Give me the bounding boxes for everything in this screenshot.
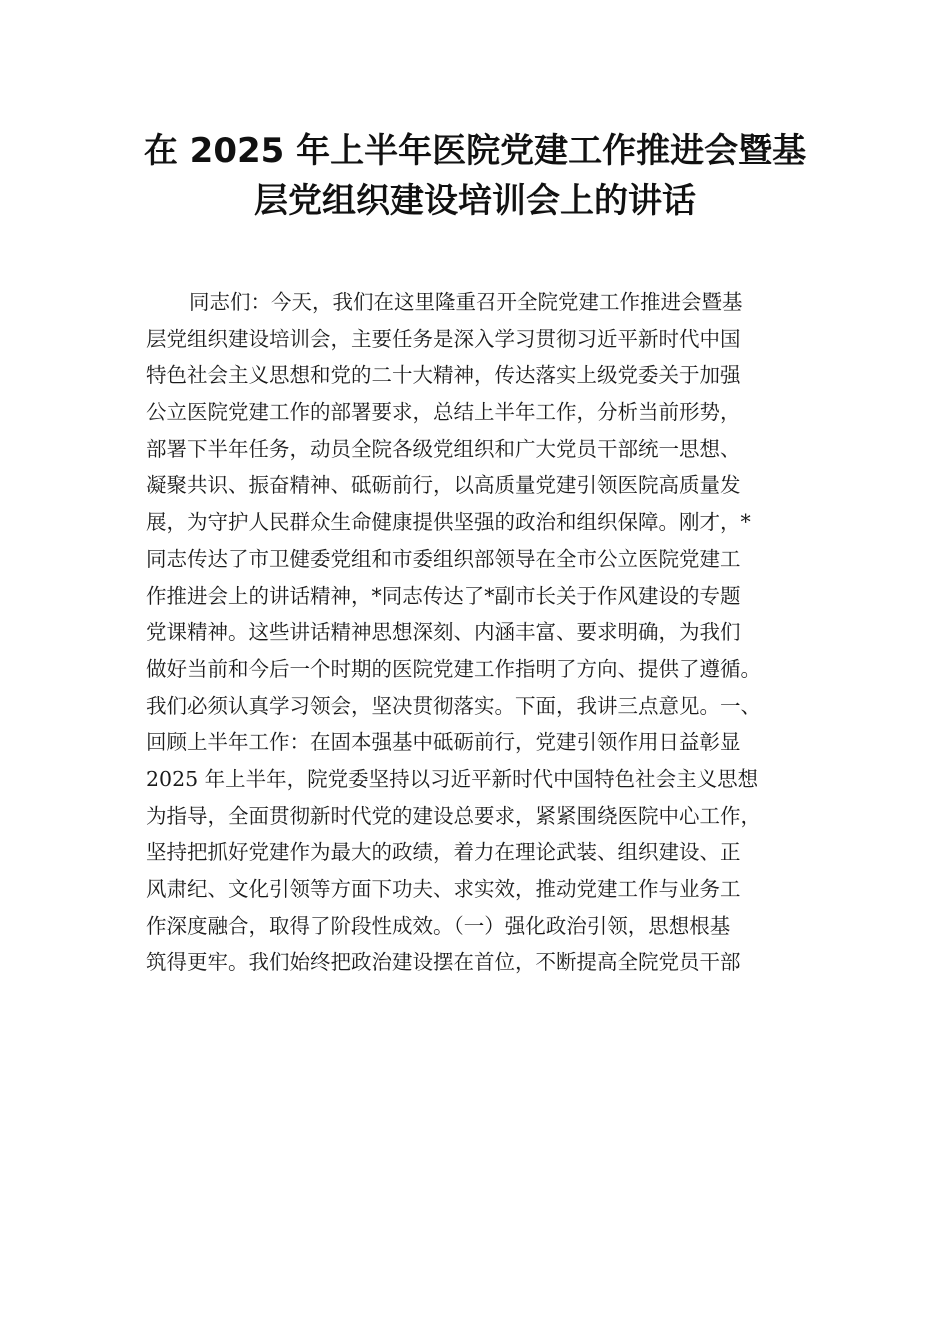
body-line: 同志传达了市卫健委党组和市委组织部领导在全市公立医院党建工 <box>146 546 741 571</box>
body-line: 作推进会上的讲话精神，*同志传达了*副市长关于作风建设的专题 <box>146 583 741 608</box>
body-line: 筑得更牢。我们始终把政治建设摆在首位，不断提高全院党员干部 <box>146 950 741 975</box>
body-line: 2025 年上半年，院党委坚持以习近平新时代中国特色社会主义思想 <box>146 766 759 791</box>
body-line: 特色社会主义思想和党的二十大精神，传达落实上级党委关于加强 <box>146 363 741 388</box>
body-line: 党课精神。这些讲话精神思想深刻、内涵丰富、要求明确，为我们 <box>146 620 741 645</box>
body-line: 凝聚共识、振奋精神、砥砺前行，以高质量党建引领医院高质量发 <box>146 473 741 498</box>
title-line: 在 2025 年上半年医院党建工作推进会暨基 <box>143 131 807 171</box>
body-line: 回顾上半年工作：在固本强基中砥砺前行，党建引领作用日益彰显 <box>146 730 741 755</box>
body-line: 展，为守护人民群众生命健康提供坚强的政治和组织保障。刚才，* <box>146 510 751 535</box>
body-line: 层党组织建设培训会，主要任务是深入学习贯彻习近平新时代中国 <box>146 326 741 351</box>
speech-body <box>146 284 836 981</box>
document-title <box>130 126 820 226</box>
body-line: 同志们：今天，我们在这里隆重召开全院党建工作推进会暨基 <box>189 290 743 314</box>
body-line: 部署下半年任务，动员全院各级党组织和广大党员干部统一思想、 <box>146 436 741 461</box>
body-line: 风肃纪、文化引领等方面下功夫、求实效，推动党建工作与业务工 <box>146 877 741 901</box>
title-line: 层党组织建设培训会上的讲话 <box>254 181 696 221</box>
body-line: 作深度融合，取得了阶段性成效。（一）强化政治引领，思想根基 <box>146 913 731 938</box>
body-line: 做好当前和今后一个时期的医院党建工作指明了方向、提供了遵循。 <box>146 656 761 681</box>
body-line: 公立医院党建工作的部署要求，总结上半年工作，分析当前形势， <box>146 400 741 425</box>
body-line: 为指导，全面贯彻新时代党的建设总要求，紧紧围绕医院中心工作， <box>146 803 761 828</box>
body-line: 坚持把抓好党建作为最大的政绩，着力在理论武装、组织建设、正 <box>146 840 741 865</box>
body-line: 我们必须认真学习领会，坚决贯彻落实。下面，我讲三点意见。一、 <box>146 693 761 718</box>
